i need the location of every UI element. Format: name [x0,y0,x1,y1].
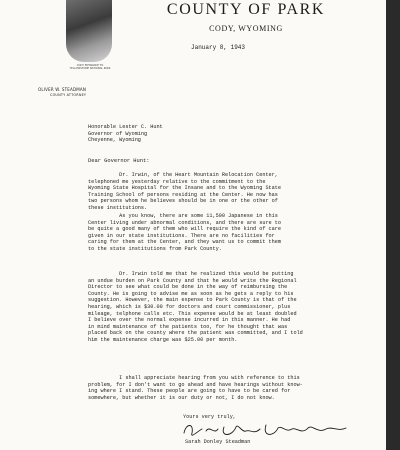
recipient-line: Cheyenne, Wyoming [88,137,141,144]
body-line: As you know, there are some 11,500 Japanese in this [88,213,278,219]
letterhead-city: CODY, WYOMING [209,24,283,33]
body-line: I shall appreciate hearing from you with reference to this [88,375,300,381]
handwritten-signature [180,419,350,441]
body-line: him the maintenance charge was $25.00 per month. [88,336,238,343]
closing: Yours very truly, [183,414,236,420]
body-line: hearing, which is $30.00 for doctors and court commissioner, plus [88,303,291,310]
body-line: Dr. Irwin, of the Heart Mountain Relocation Center, [88,172,278,178]
body-line: problem, for I don't want to go ahead and have hearings without know- [88,381,303,388]
body-line: telephoned me yesterday relative to the commitment to the [88,178,266,185]
body-line: somewhere, but whether it is our duty or not, I do not know. [88,394,275,401]
body-line: placed back on the county where the patient was committed, and I told [88,330,303,337]
body-line: an undue burden on Park County and that he would write the Regional [88,277,297,284]
salutation: Dear Governor Hunt: [88,158,150,164]
paragraph-3 [88,271,370,344]
scan-edge [386,0,400,450]
attorney-name: OLIVER W. STEADMAN [38,87,87,92]
letter-date: January 8, 1943 [191,44,246,51]
paragraph-4 [88,375,370,401]
typed-signer-name: Sarah Donley Steadman [185,439,251,445]
body-line: County. He is going to advise me as soon as he gets a reply to his [88,290,294,297]
vignette-caption [62,64,118,70]
recipient-address [88,124,163,144]
body-line: mileage, telphone calls etc. This expense would be at least doubled [88,310,297,317]
body-line: given in our state institutions. There are no facilities for [88,232,275,239]
attorney-title: COUNTY ATTORNEY [50,93,87,97]
body-line: Director to see what could be done in the way of reimbursing the [88,284,288,291]
body-line: these institutions. [88,204,148,211]
paragraph-1 [88,172,370,212]
letterhead-vignette-image [66,0,112,62]
letterhead-county: COUNTY OF PARK [166,1,326,18]
body-line: two persons whom he believes should be in one or the other of [88,198,278,205]
recipient-line: Honorable Lester C. Hunt [88,124,163,130]
body-line: Training School of persons residing at the Center. He now has [88,191,278,198]
body-line: to the state institutions from Park County. [88,245,222,252]
paragraph-2 [88,213,370,253]
body-line: in mind maintenance of the patients too, for he thought that was [88,323,288,330]
vignette-caption-line: YELLOWSTONE NATIONAL PARK [69,67,111,71]
body-line: Wyoming State Hospital for the Insane and to the Wyoming State [88,185,282,192]
body-line: Center living under abnormal conditions, and there are sure to [88,219,282,226]
recipient-line: Governor of Wyoming [88,130,148,137]
body-line: Dr. Irwin told me that he realized this would be putting [88,271,294,277]
body-line: caring for them at the Center, and they want us to commit them [88,239,282,246]
body-line: be quite a good many of them who will require the kind of care [88,226,282,233]
body-line: ing where I stand. These people are going to have to be cared for [88,388,291,395]
body-line: I believe over the normal expense incurred in this manner. He had [88,317,291,324]
vignette-caption-line: CODY ENTRANCE TO [76,64,104,67]
body-line: suggestion. However, the main expense to Park County is that of the [88,297,297,304]
